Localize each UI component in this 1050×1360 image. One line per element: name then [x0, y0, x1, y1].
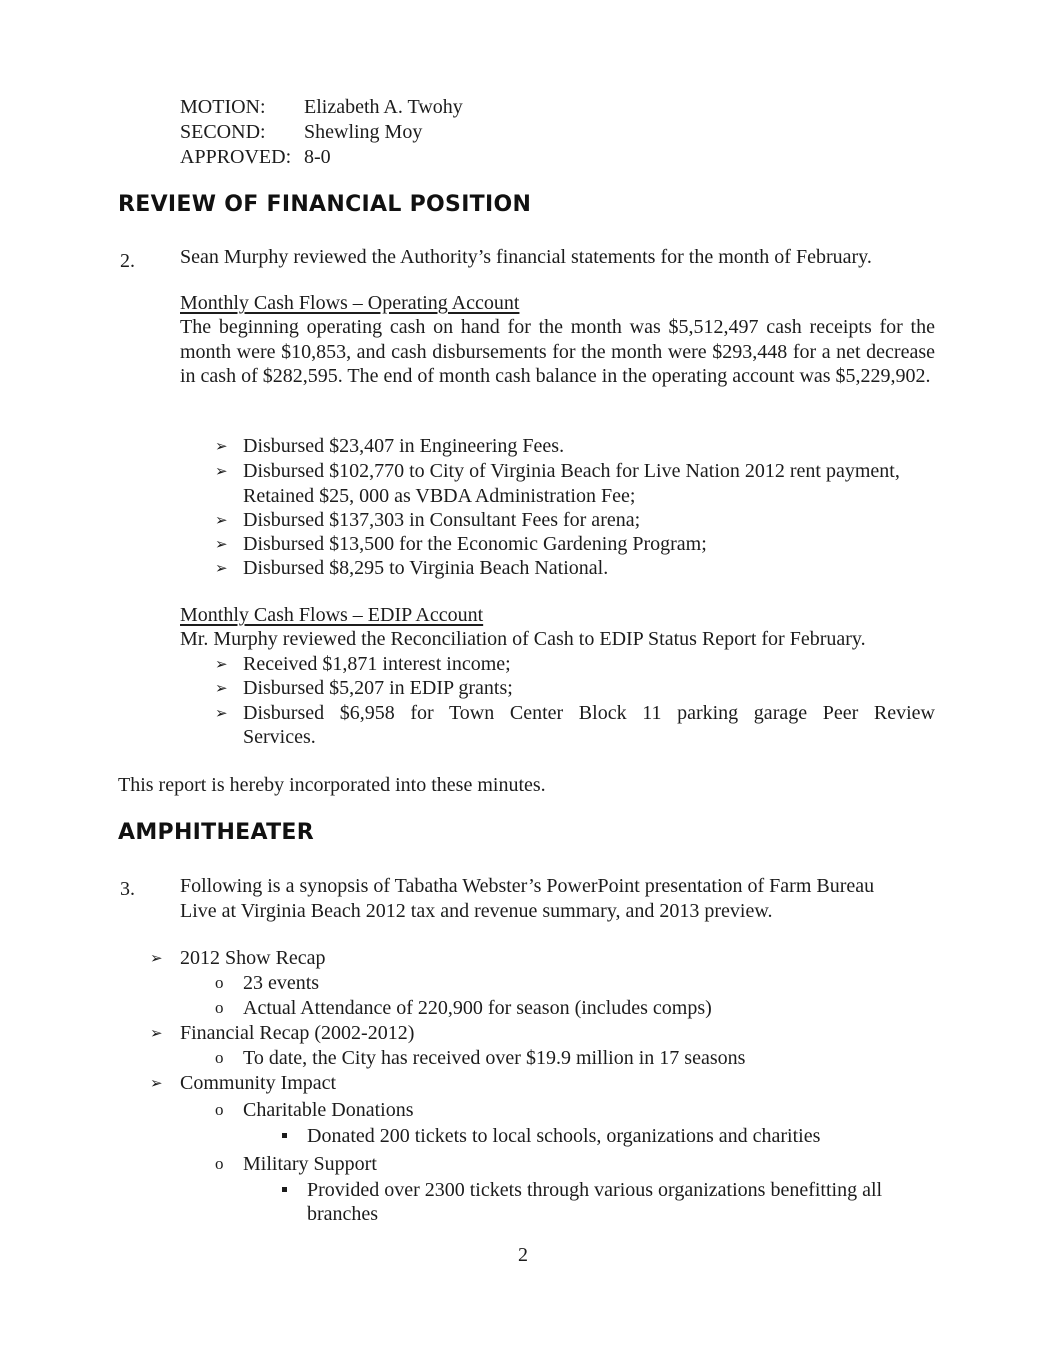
edip-bullet: Received $1,871 interest income; — [243, 653, 511, 675]
page-number: 2 — [518, 1244, 528, 1266]
item-number-3: 3. — [120, 878, 135, 900]
square-bullet — [282, 1187, 287, 1192]
provided-item-line2: branches — [307, 1203, 379, 1225]
operating-bullet-continued: Retained $25, 000 as VBDA Administration Fee; — [243, 485, 636, 507]
circle-bullet: o — [215, 1048, 224, 1067]
circle-bullet: o — [215, 973, 224, 992]
amphitheater-heading: AMPHITHEATER — [118, 820, 314, 845]
approved-row — [180, 145, 331, 169]
events-item: 23 events — [243, 972, 320, 994]
operating-bullet: Disbursed $137,303 in Consultant Fees for arena; — [243, 509, 641, 531]
arrow-bullet: ➢ — [215, 679, 228, 697]
circle-bullet: o — [215, 1100, 224, 1119]
arrow-bullet: ➢ — [215, 437, 228, 455]
motion-value: Elizabeth A. Twohy — [304, 96, 463, 118]
operating-paragraph-text: The beginning operating cash on hand for the month was $5,512,497 cash receipts for the month were $10,853, and cash disbursements for the month were $293,448 for a net decrease in cash of $282,595. The end of month cash balance in the operating account was $5,229,902. — [180, 316, 935, 387]
amphitheater-intro-line2: Live at Virginia Beach 2012 tax and revenue summary, and 2013 preview. — [180, 900, 773, 922]
to-date-item: To date, the City has received over $19.9 million in 17 seasons — [243, 1047, 746, 1069]
financial-recap-item: Financial Recap (2002-2012) — [180, 1022, 415, 1044]
square-bullet — [282, 1133, 287, 1138]
charitable-item: Charitable Donations — [243, 1099, 414, 1121]
arrow-bullet: ➢ — [215, 462, 228, 480]
community-impact-item: Community Impact — [180, 1072, 337, 1094]
arrow-bullet: ➢ — [215, 559, 228, 577]
edip-bullet: Disbursed $5,207 in EDIP grants; — [243, 677, 513, 699]
operating-bullet: Disbursed $102,770 to City of Virginia Beach for Live Nation 2012 rent payment, — [243, 460, 900, 482]
circle-bullet: o — [215, 998, 224, 1017]
amphitheater-intro-line1: Following is a synopsis of Tabatha Webster’s PowerPoint presentation of Farm Bureau — [180, 875, 875, 897]
arrow-bullet: ➢ — [215, 655, 228, 673]
arrow-bullet: ➢ — [150, 1024, 163, 1042]
edip-bullet: Disbursed $6,958 for Town Center Block 11 parking garage Peer Review — [243, 702, 935, 724]
arrow-bullet: ➢ — [215, 535, 228, 553]
motion-label: MOTION: — [180, 96, 266, 118]
second-value: Shewling Moy — [304, 121, 423, 143]
report-closing: This report is hereby incorporated into these minutes. — [118, 774, 546, 796]
show-recap-item: 2012 Show Recap — [180, 947, 326, 969]
approved-label: APPROVED: — [180, 146, 292, 168]
edip-account-title: Monthly Cash Flows – EDIP Account — [180, 604, 484, 626]
arrow-bullet: ➢ — [215, 511, 228, 529]
edip-bullet-continued: Services. — [243, 726, 316, 748]
attendance-item: Actual Attendance of 220,900 for season (includes comps) — [243, 997, 712, 1019]
arrow-bullet: ➢ — [150, 1074, 163, 1092]
operating-bullet: Disbursed $13,500 for the Economic Gardening Program; — [243, 533, 707, 555]
approved-value: 8-0 — [304, 146, 331, 168]
edip-intro: Mr. Murphy reviewed the Reconciliation of Cash to EDIP Status Report for February. — [180, 628, 866, 650]
financial-heading: REVIEW OF FINANCIAL POSITION — [118, 192, 532, 217]
financial-intro: Sean Murphy reviewed the Authority’s financial statements for the month of February. — [180, 246, 872, 268]
second-row — [180, 120, 422, 144]
operating-paragraph — [180, 315, 935, 389]
item-number-2: 2. — [120, 250, 135, 272]
operating-bullet: Disbursed $8,295 to Virginia Beach National. — [243, 557, 609, 579]
operating-account-title: Monthly Cash Flows – Operating Account — [180, 292, 520, 314]
circle-bullet: o — [215, 1154, 224, 1173]
motion-row — [180, 95, 463, 119]
donated-item: Donated 200 tickets to local schools, organizations and charities — [307, 1125, 821, 1147]
arrow-bullet: ➢ — [215, 704, 228, 722]
second-label: SECOND: — [180, 121, 266, 143]
arrow-bullet: ➢ — [150, 949, 163, 967]
operating-bullet: Disbursed $23,407 in Engineering Fees. — [243, 435, 565, 457]
military-item: Military Support — [243, 1153, 377, 1175]
provided-item-line1: Provided over 2300 tickets through various organizations benefitting all — [307, 1179, 883, 1201]
